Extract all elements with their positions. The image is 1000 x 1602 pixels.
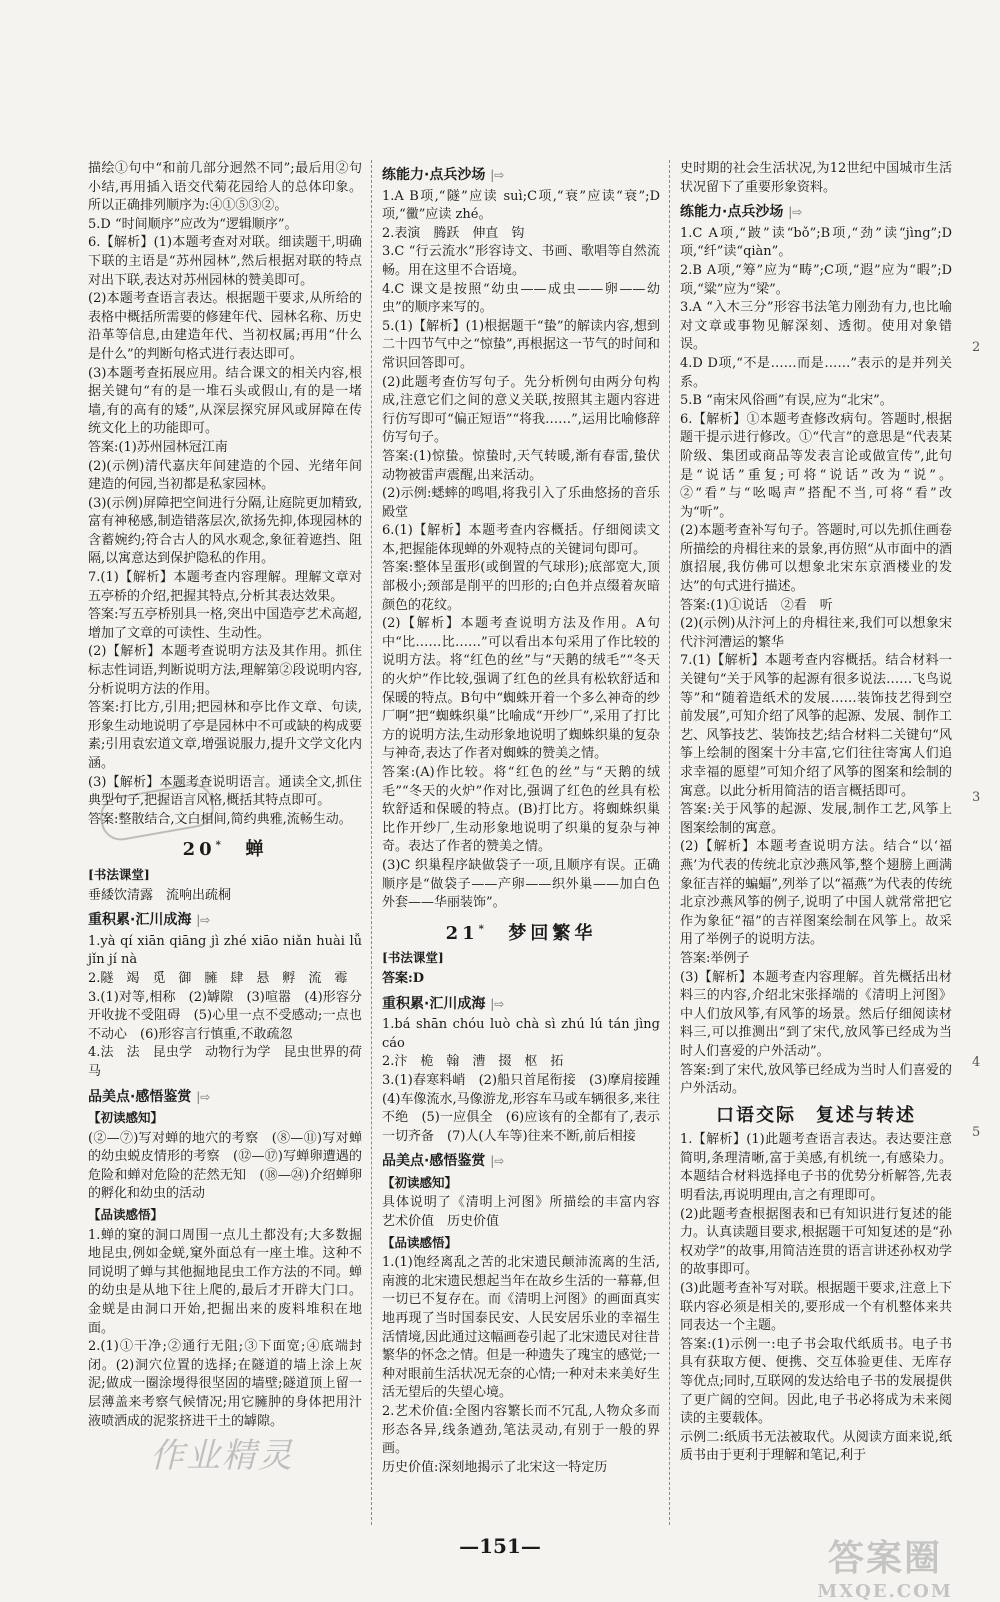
- answer-paragraph: 6.【解析】(1)本题考查对对联。细读题干,明确下联的主语是“苏州园林”,然后根据对联的特点对出下联,表达对苏州园林的赞美即可。: [88, 235, 362, 288]
- answer-paragraph: (3)此题考查补写对联。根据题干要求,注意上下联内容必须是相关的,要形成一个有机整体来共同表达一个主题。: [680, 1281, 952, 1334]
- chudu-tag: 【初读感知】: [88, 1110, 164, 1126]
- middle-column: [382, 160, 674, 1477]
- answer-paragraph: 3.(1)对等,相称 (2)罅隙 (3)喧嚣 (4)形容分开收拢不受阻碍 (5)心里一点不受感动;一点也不动心 (6)形容言行慎重,不敢疏忽: [88, 989, 362, 1042]
- edge-tick: 4: [972, 1055, 981, 1070]
- answer-paragraph: 答案:关于风筝的起源、发展,制作工艺,风筝上图案绘制的寓意。: [680, 802, 952, 836]
- pindu-tag: 【品读感悟】: [382, 1234, 458, 1250]
- edge-tick: 3: [972, 790, 981, 805]
- answer-paragraph: (2)此题考查仿写句子。先分析例句由两分句构成,注意它们之间的意义关联,按照其主题内容进行仿写即可“偏正短语”“将我……”,运用比喻修辞仿写句子。: [382, 374, 660, 446]
- answer-paragraph: 答案:整体呈蛋形(或倒置的气球形);底部宽大,顶部极小;颈部是削平的凹形的;白色并点缀着灰暗颜色的花纹。: [382, 560, 660, 613]
- chudu-tag: 【初读感知】: [382, 1174, 458, 1190]
- answer-paragraph: (3)【解析】本题考查说明语言。通读全文,抓住典型句子,把握语言风格,概括其特点即可。: [88, 774, 362, 809]
- shufa-answer: 答案:D: [382, 970, 425, 986]
- answer-paragraph: 1.bá shān chóu luò chà sì zhú lú tán jìng cáo: [382, 1017, 660, 1051]
- page-number: —151—: [459, 1534, 541, 1558]
- answer-paragraph: 7.(1)【解析】本题考查内容概括。结合材料一关键句“关于风筝的起源有很多说法……飞鸟说等”和“随着造纸术的发展……装饰技艺得到空前发展”,可知介绍了风筝的起源、发展、制作工艺、风筝技艺、装饰技艺;结合材料二关键句“风筝上绘制的图案十分丰富,它们往往寄寓人们追求幸福的愿望”可知介绍了风筝的图案和绘制的寓意。以此分析用简洁的语言概括即可。: [680, 653, 952, 799]
- answer-paragraph: 1.yà qí xiān qiāng jì zhé xiāo niǎn huài lǚ jǐn jí nà: [88, 933, 362, 968]
- answer-paragraph: (2)(示例)清代嘉庆年间建造的个园、光绪年间建造的何园,当初都是私家园林。: [88, 458, 362, 493]
- answer-paragraph: 答案:(A)作比较。将“红色的丝”与“天鹅的绒毛”“冬天的火炉”作对比,强调了红色的丝具有松软舒适和保暖的特点。(B)打比方。将蜘蛛织巢比作开纱厂,生动形象地说明了织巢的复杂与神奇。表达了作者的赞美之情。: [382, 765, 660, 855]
- left-answer-list: [88, 160, 362, 829]
- answer-paragraph: 7.(1)【解析】本题考查内容理解。理解文章对五亭桥的介绍,把握其特点,分析其表达效果。: [88, 570, 362, 604]
- section-heading: 练能力·点兵沙场 |⇨: [680, 204, 803, 221]
- answer-paragraph: 3.C “行云流水”形容诗文、书画、歌唱等自然流畅。用在这里不合语境。: [382, 244, 660, 278]
- shufa-tag: [书法课堂]: [88, 866, 150, 882]
- answer-paragraph: 4.C 课文是按照“幼虫——成虫——卵——幼虫”的顺序来写的。: [382, 281, 660, 316]
- left-column: [88, 160, 362, 1431]
- answer-paragraph: 2.汴 桅 翰 漕 掇 枢 拓: [382, 1054, 564, 1070]
- column-divider-1: [371, 160, 372, 1525]
- shufa-tag: [书法课堂]: [382, 950, 444, 966]
- practice-list: [382, 188, 660, 913]
- answer-paragraph: 答案:打比方,引用;把园林和亭比作文章、句读,形象生动地说明了亭是园林中不可或缺的构成要素;引用袁宏道文章,增强说服力,提升文学文化内涵。: [88, 700, 362, 771]
- shufa-text: 垂緌饮清露 流响出疏桐: [88, 887, 232, 903]
- section-heading: 重积累·汇川成海 |⇨: [88, 912, 211, 929]
- answer-paragraph: (2)【解析】本题考查说明方法。结合“以‘福燕’为代表的传统北京沙燕风筝,整个翅膀上画满象征吉祥的蝙蝠”,列举了以“福燕”为代表的传统北京沙燕风筝的例子,说明了中国人就常常把它作为象征“福”的吉祥图案绘制在风筝上。故采用了举例子的说明方法。: [680, 839, 952, 948]
- accumulation-list: [382, 1016, 674, 1146]
- answer-paragraph: (2)【解析】本题考查说明方法及作用。A句中“比……比……”可以看出本句采用了作比较的说明方法。将“红色的丝”与“天鹅的绒毛”“冬天的火炉”作比较,强调了红色的丝具有松软舒适和保暖的特点。B句中“蜘蛛开着一个多么神奇的纱厂啊”把“蜘蛛织巢”比喻成“开纱厂”,采用了打比方的说明方法,生动形象地说明了蜘蛛织巢的复杂与神奇,表达了作者对蜘蛛的赞美之情。: [382, 616, 660, 762]
- answer-paragraph: 2.隧 竭 觅 御 臃 肆 悬 孵 流 霉: [88, 970, 348, 986]
- answer-paragraph: 答案:(1)惊蛰。惊蛰时,天气转暖,渐有春雷,蛰伏动物被雷声震醒,出来活动。: [382, 448, 660, 483]
- section-heading: 练能力·点兵沙场 |⇨: [382, 167, 505, 183]
- answer-paragraph: 3.(1)春寒料峭 (2)船只首尾衔接 (3)摩肩接踵 (4)车像流水,马像游龙,形容车马或车辆很多,来往不绝 (5)一应俱全 (6)应该有的全都有了,表示一切齐备 (7)人(人车等)往来不断,前后相接: [382, 1072, 674, 1144]
- answer-paragraph: 答案:(1)苏州园林冠江南: [88, 439, 228, 455]
- answer-paragraph: 答案:整散结合,文白相间,简约典雅,流畅生动。: [88, 811, 352, 827]
- answer-paragraph: 描绘①句中“和前几部分迥然不同”;最后用②句小结,再用插入语交代菊花园给人的总体印象。所以正确排列顺序为:④①⑤③②。: [88, 161, 362, 214]
- lesson-20-title: 20* 蝉: [182, 839, 268, 861]
- pindu-list: [382, 1254, 660, 1477]
- answer-paragraph: (2)本题考查语言表达。根据题干要求,从所给的表格中概括所需要的修建年代、园林名称、历史沿革等信息,由建造年代、当初权属;再用“什么是什么”的判断句格式进行表达即可。: [88, 291, 362, 362]
- pindu-tag: 【品读感悟】: [88, 1207, 164, 1223]
- lesson-21-title: 21* 梦回繁华: [445, 922, 597, 944]
- section-heading: 重积累·汇川成海 |⇨: [382, 995, 505, 1012]
- section-heading: 品美点·感悟鉴赏 |⇨: [88, 1088, 211, 1105]
- chudu-text: 具体说明了《清明上河图》所描绘的丰富内容 艺术价值 历史价值: [382, 1195, 674, 1230]
- answer-paragraph: 1.(1)饱经离乱之苦的北宋遗民颠沛流离的生活,南渡的北宋遗民想起当年在故乡生活的一幕幕,但一切已不复存在。而《清明上河图》的画面真实地再现了当时国泰民安、人民安居乐业的幸福生活情境,因此通过这幅画卷引起了北宋遗民对往昔繁华的怀念之情。但是一种遗失了瑰宝的感觉;一种对眼前生活状况无奈的心情;一种对未来美好生活无望后的失望心境。: [382, 1255, 660, 1401]
- shufa-section: [88, 866, 362, 905]
- pindu-list: [88, 1227, 362, 1432]
- answer-paragraph: (3)(示例)屏障把空间进行分隔,让庭院更加精致,富有神秘感,制造错落层次,欲扬先抑,体现园林的含蓄婉约;符合古人的风水观念,象征着遮挡、阻隔,以寓意达到保护隐私的作用。: [88, 495, 362, 567]
- chudu-list: [88, 1130, 362, 1204]
- answer-paragraph: (2)本题考查补写句子。答题时,可以先抓住画卷所描绘的舟楫往来的景象,再仿照“从市面中的酒旗招展,我仿佛可以想象北宋东京酒楼业的发达”的句式进行描述。: [680, 523, 952, 595]
- right-column: [680, 160, 952, 1466]
- answer-paragraph: 1.A B项,“隧”应读 suì;C项,“衰”应读“衰”;D项,“黴”应读 zhé。: [382, 188, 660, 223]
- answer-paragraph: 3.A “入木三分”形容书法笔力刚劲有力,也比喻对文章或事物见解深刻、透彻。使用对象错误。: [680, 300, 952, 353]
- answer-paragraph: (2)【解析】本题考查说明方法及其作用。抓住标志性词语,判断说明方法,理解第②段说明内容,分析说明方法的作用。: [88, 644, 362, 697]
- answer-paragraph: 1.C A项,“跛”读“bǒ”;B项,“劲”读“jìng”;D项,“纤”读“qiàn”。: [680, 225, 952, 260]
- answer-paragraph: (3)【解析】本题考查内容理解。首先概括出材料三的内容,介绍北宋张择端的《清明上河图》中人们放风筝,有风筝的场景。然后仔细阅读材料三,可以推测出“到了宋代,放风筝已经成为当时人们喜爱的户外活动”。: [680, 969, 952, 1059]
- answer-paragraph: 2.B A项,“筹”应为“畴”;C项,“遐”应为“暇”;D项,“粱”应为“梁”。: [680, 262, 952, 297]
- edge-tick: 2: [972, 340, 981, 355]
- watermark-left: 作业精灵: [150, 1436, 294, 1476]
- kouyu-list: [680, 1131, 952, 1466]
- kouyu-title: 口语交际 复述与转述: [716, 1104, 916, 1126]
- edge-tick: 5: [972, 1125, 981, 1140]
- column-divider-2: [669, 160, 670, 1525]
- answer-paragraph: 5.B “南宋风俗画”有误,应为“北宋”。: [680, 393, 893, 409]
- answer-paragraph: 答案:(1)①说话 ②看 听: [680, 597, 833, 613]
- answer-paragraph: 答案:(1)示例一:电子书会取代纸质书。电子书具有获取方便、便携、交互体验更佳、无库存等优点;同时,互联网的发达给电子书的发展提供了更广阔的空间。因此,电子书必将成为未来阅读的主要载体。: [680, 1336, 952, 1427]
- answer-paragraph: 1.蝉的窠的洞口周围一点儿土都没有;大多数掘地昆虫,例如金蜣,窠外面总有一座土堆。这种不同说明了蝉与其他掘地昆虫工作方法的不同。蝉的幼虫是从地下往上爬的,最后才开辟大门口。金蜣是由洞口开始,把掘出来的废料堆积在地面。: [88, 1227, 362, 1336]
- answer-paragraph: (2)此题考查根据图表和已有知识进行复述的能力。认真读题目要求,根据题干可知复述的是“孙权劝学”的故事,用简洁连贯的语言讲述孙权劝学的故事即可。: [680, 1206, 952, 1278]
- answer-paragraph: 5.(1)【解析】(1)根据题干“蛰”的解读内容,想到二十四节气中之“惊蛰”,再根据这一节气的时间和常识回答即可。: [382, 318, 660, 371]
- answer-paragraph: 4.D D项,“不是……而是……”表示的是并列关系。: [680, 355, 952, 390]
- answer-paragraph: 6.(1)【解析】本题考查内容概括。仔细阅读文本,把握能体现蝉的外观特点的关键词句即可。: [382, 523, 660, 557]
- answer-paragraph: 4.法 法 昆虫学 动物行为学 昆虫世界的荷马: [88, 1045, 362, 1079]
- answer-paragraph: (3)C 织巢程序缺做袋子一项,且顺序有误。正确顺序是“做袋子——产卵——织外巢——加白色外套——华丽装饰”。: [382, 857, 660, 911]
- answer-paragraph: 历史价值:深刻地揭示了北宋这一特定历: [382, 1459, 608, 1475]
- answer-paragraph: 答案:到了宋代,放风筝已经成为当时人们喜爱的户外活动。: [680, 1062, 952, 1097]
- answer-paragraph: (2)(示例)从汴河上的舟楫往来,我们可以想象宋代汴河漕运的繁华: [680, 616, 952, 650]
- answer-paragraph: 2.(1)①干净;②通行无阻;③下面宽;④底端封闭。(2)洞穴位置的选择;在隧道的墙上涂上灰泥;做成一圈涂墁得很坚固的墙壁;隧道顶上留一层薄盖来考察气候情况;用它臃肿的身体把用汁液喷洒成的泥浆挤进干土的罅隙。: [88, 1339, 362, 1429]
- practice-list: [680, 225, 952, 1099]
- answer-paragraph: (3)本题考查拓展应用。结合课文的相关内容,根据关键句“有的是一堆石头或假山,有的是一堵墙,有的高有的矮”,从深层探究屏风或屏障在传统文化上的功能即可。: [88, 365, 362, 437]
- answer-paragraph: (2)示例:蟋蟀的鸣唱,将我引入了乐曲悠扬的音乐殿堂: [382, 486, 660, 520]
- answer-paragraph: 答案:举例子: [680, 950, 750, 966]
- answer-paragraph: 1.【解析】(1)此题考查语言表达。表达要注意简明,条理清晰,富于美感,有机统一,有感染力。本题结合材料选择电子书的优势分析解答,先表明看法,再说明理由,言之有理即可。: [680, 1132, 952, 1204]
- watermark-logo: 答案圈 MXQE.COM: [817, 1537, 953, 1602]
- answer-paragraph: 6.【解析】①本题考查修改病句。答题时,根据题干提示进行修改。①“代言”的意思是“代表某阶级、集团或商品等发表言论或做宣传”,此句是“说话”重复;可将“说话”改为“说”。②“看”与“吆喝声”搭配不当,可将“看”改为“听”。: [680, 411, 952, 520]
- answer-paragraph: 示例二:纸质书无法被取代。从阅读方面来说,纸质书由于更利于理解和笔记,利于: [680, 1429, 952, 1464]
- answer-paragraph: 答案:写五亭桥别具一格,突出中国造亭艺术高超,增加了文章的可读性、生动性。: [88, 607, 362, 641]
- accumulation-list: [88, 933, 362, 1082]
- section-heading: 品美点·感悟鉴赏 |⇨: [382, 1153, 505, 1170]
- answer-paragraph: 2.艺术价值:全图内容繁长而不冗乱,人物众多而形态各异,线条遒劲,笔法灵动,有别于一般的界画。: [382, 1404, 660, 1457]
- continued-text: 史时期的社会生活状况,为12世纪中国城市生活状况留下了重要形象资料。: [680, 161, 952, 195]
- answer-paragraph: 2.表演 腾跃 伸直 钩: [382, 225, 525, 241]
- answer-paragraph: 5.D “时间顺序”应改为“逻辑顺序”。: [88, 216, 298, 232]
- answer-paragraph: (②—⑦)写对蝉的地穴的考察 (⑧—⑪)写对蝉的幼虫蜕皮情形的考察 (⑫—⑰)写蝉卵遭遇的危险和蝉对危险的茫然无知 (⑱—㉔)介绍蝉卵的孵化和幼虫的活动: [88, 1130, 362, 1202]
